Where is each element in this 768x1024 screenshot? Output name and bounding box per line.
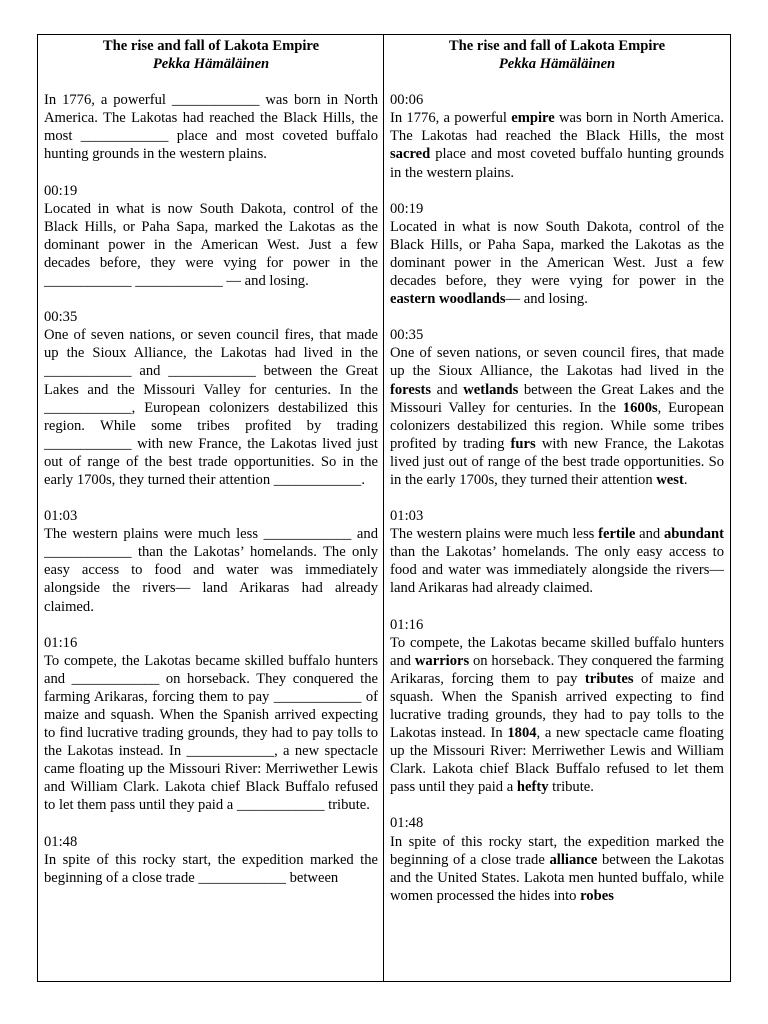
timestamp: 01:48: [390, 815, 424, 832]
paragraph-text: One of seven nations, or seven council fires, that made up the Sioux Alliance, the Lakotas had lived in the forests and wetlands between the Great Lakes and the Missouri Valley for centuries. In the 1600s, European colonizers destabilized this region. While some tribes profited by trading furs with new France, the Lakotas lived just out of range of the best trade opportunities. So in the early 1700s, they turned their attention west.: [390, 345, 724, 488]
timestamp: 01:16: [44, 634, 78, 651]
answer-paragraphs: [390, 91, 724, 905]
paragraph-text: To compete, the Lakotas became skilled buffalo hunters and ____________ on horseback. They conquered the farming Arikaras, forcing them to pay ____________ of maize and squash. When the Spanish arrived expecting to find lucrative trading grounds, they had to pay tolls to the Lakotas instead. In ____________, a new spectacle came floating up the Missouri River: Merriwether Lewis and William Clark. Lakota chief Black Buffalo refused to let them pass until they paid a ____________ tribute.: [44, 652, 378, 814]
answer-paragraph: [390, 91, 724, 181]
fill-in-paragraph: [44, 507, 378, 616]
answer-paragraph: [390, 507, 724, 597]
worksheet-title: The rise and fall of Lakota Empire: [102, 38, 320, 54]
paragraph-text: The western plains were much less fertile and abundant than the Lakotas’ homelands. The only easy access to food and water was immediately alongside the rivers— land Arikaras had already claimed.: [390, 526, 724, 597]
fill-in-paragraph: [44, 91, 378, 163]
answer-paragraph: [390, 326, 724, 489]
answer-paragraph: [390, 814, 724, 904]
timestamp: 01:48: [44, 833, 78, 850]
answer-title: The rise and fall of Lakota Empire: [448, 38, 666, 54]
fill-in-paragraph: [44, 634, 378, 815]
answer-column: [390, 37, 724, 981]
fill-in-paragraph: [44, 182, 378, 291]
timestamp: 00:19: [44, 182, 78, 199]
worksheet-author: Pekka Hämäläinen: [152, 56, 270, 73]
timestamp: 00:35: [44, 309, 78, 326]
fill-in-paragraph: [44, 308, 378, 489]
paragraph-text: Located in what is now South Dakota, control of the Black Hills, or Paha Sapa, marked the Lakotas as the dominant power in the American West. Just a few decades before, they were vying for power in the eastern woodlands— and losing.: [390, 218, 724, 308]
fill-in-column: [44, 37, 378, 981]
paragraph-text: One of seven nations, or seven council fires, that made up the Sioux Alliance, the Lakotas had lived in the ____________ and ____________ between the Great Lakes and the Missouri Valley for centuries. In the ____________, European colonizers destabilized this region. While some tribes profited by trading ____________ with new France, the Lakotas lived just out of range of the best trade opportunities. So in the early 1700s, they turned their attention ____________.: [44, 327, 378, 488]
column-divider: [383, 35, 384, 981]
timestamp: 01:03: [44, 508, 78, 525]
paragraph-text: Located in what is now South Dakota, control of the Black Hills, or Paha Sapa, marked the Lakotas as the dominant power in the American West. Just a few decades before, they were vying for power in the ____________ ____________ — and losing.: [44, 200, 378, 290]
worksheet-table: [37, 34, 731, 982]
answer-author: Pekka Hämäläinen: [498, 56, 616, 73]
paragraph-text: The western plains were much less ____________ and ____________ than the Lakotas’ homelands. The only easy access to food and water was immediately alongside the rivers— land Arikaras had already claimed.: [44, 526, 378, 615]
answer-paragraph: [390, 200, 724, 309]
paragraph-text: In 1776, a powerful ____________ was born in North America. The Lakotas had reached the Black Hills, the most ____________ place and most coveted buffalo hunting grounds in the western plains.: [44, 92, 378, 163]
timestamp: 00:19: [390, 200, 424, 217]
fill-in-paragraph: [44, 833, 378, 887]
timestamp: 01:16: [390, 616, 424, 633]
timestamp: 01:03: [390, 508, 424, 525]
paragraph-text: To compete, the Lakotas became skilled buffalo hunters and warriors on horseback. They conquered the farming Arikaras, forcing them to pay tributes of maize and squash. When the Spanish arrived expecting to find lucrative trading grounds, they had to pay tolls to the Lakotas instead. In 1804, a new spectacle came floating up the Missouri River: Merriwether Lewis and William Clark. Lakota chief Black Buffalo refused to let them pass until they paid a hefty tribute.: [390, 634, 724, 796]
fill-in-paragraphs: [44, 91, 378, 887]
timestamp: 00:35: [390, 327, 424, 344]
paragraph-text: In 1776, a powerful empire was born in North America. The Lakotas had reached the Black Hills, the most sacred place and most coveted buffalo hunting grounds in the western plains.: [390, 110, 724, 181]
answer-paragraph: [390, 616, 724, 797]
paragraph-text: In spite of this rocky start, the expedition marked the beginning of a close trade alliance between the Lakotas and the United States. Lakota men hunted buffalo, while women processed the hides into robes: [390, 833, 724, 904]
timestamp: 00:06: [390, 92, 424, 109]
paragraph-text: In spite of this rocky start, the expedition marked the beginning of a close trade ____________ between: [44, 851, 378, 886]
